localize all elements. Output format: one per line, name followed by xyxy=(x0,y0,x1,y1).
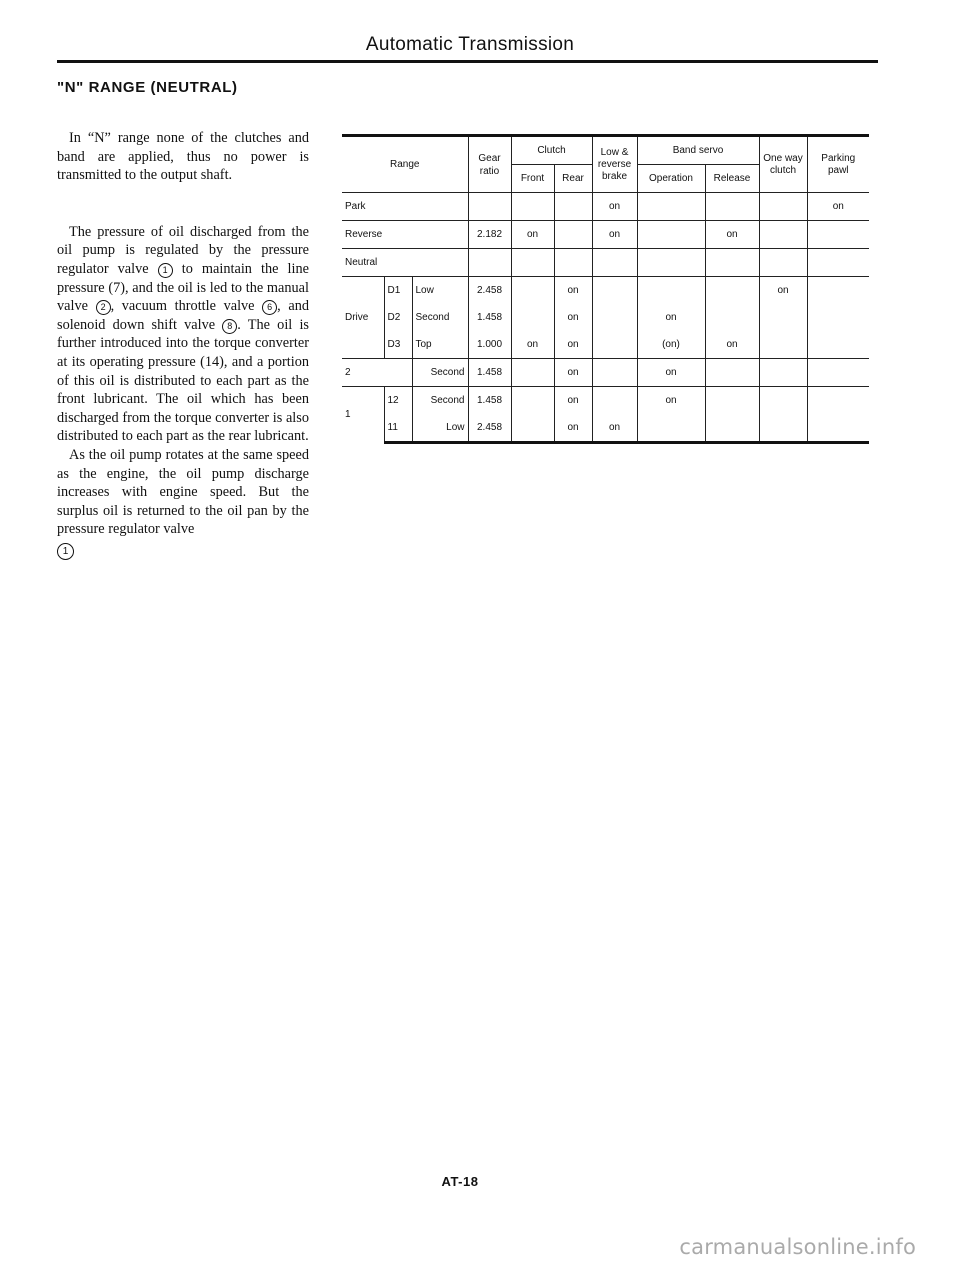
paragraph-2 xyxy=(57,223,309,446)
cell-release: on xyxy=(705,331,759,359)
cell-rear: on xyxy=(554,387,592,415)
cell-operation: on xyxy=(637,359,705,387)
paragraph-3 xyxy=(57,446,309,539)
header-range: Range xyxy=(342,136,468,193)
cell-low-rev: on xyxy=(592,414,637,443)
watermark: carmanualsonline.info xyxy=(679,1235,916,1259)
cell-range-drive: Drive xyxy=(342,277,384,359)
cell-ratio: 1.458 xyxy=(468,359,511,387)
cell-gear: Low xyxy=(412,414,468,443)
cell-range: 2 xyxy=(342,359,412,387)
cell-ratio: 1.000 xyxy=(468,331,511,359)
table-row-reverse xyxy=(342,221,869,249)
circled-8-icon: 8 xyxy=(222,319,237,334)
body-text xyxy=(57,129,309,560)
cell-gear: Second xyxy=(412,304,468,331)
cell-front: on xyxy=(511,221,554,249)
table-row-11 xyxy=(342,414,869,443)
header-release: Release xyxy=(705,165,759,193)
page-number: AT-18 xyxy=(441,1174,479,1189)
cell-code: 12 xyxy=(384,387,412,415)
p3-text: As the oil pump rotates at the same speed as the engine, the oil pump discharge increases with engine speed. But the surplus oil is returned to the oil pan by the pressure regulator valve xyxy=(57,446,309,538)
header-front: Front xyxy=(511,165,554,193)
cell-range: Neutral xyxy=(342,249,468,277)
paragraph-1: In “N” range none of the clutches and band are applied, thus no power is transmitted to the output shaft. xyxy=(57,130,309,184)
table-row-neutral xyxy=(342,249,869,277)
cell-ratio: 2.458 xyxy=(468,414,511,443)
cell-gear: Top xyxy=(412,331,468,359)
header-rule xyxy=(57,60,878,63)
paragraph-3-end xyxy=(57,541,309,560)
cell-code: 11 xyxy=(384,414,412,443)
table-row-park xyxy=(342,193,869,221)
circled-6-icon: 6 xyxy=(262,300,277,315)
header-gear-ratio: Gear ratio xyxy=(468,136,511,193)
cell-rear: on xyxy=(554,359,592,387)
header-clutch: Clutch xyxy=(511,136,592,165)
cell-range: Reverse xyxy=(342,221,468,249)
header-parking-pawl: Parking pawl xyxy=(807,136,869,193)
cell-ratio: 2.458 xyxy=(468,277,511,305)
circled-1-icon: 1 xyxy=(158,263,173,278)
cell-range-1: 1 xyxy=(342,387,384,443)
cell-code: D1 xyxy=(384,277,412,305)
header-band-servo: Band servo xyxy=(637,136,759,165)
table-row-d1 xyxy=(342,277,869,305)
cell-low-rev: on xyxy=(592,221,637,249)
cell-range: Park xyxy=(342,193,468,221)
p2-part-b: to maintain the line pressure (7), and the oil is led to the manual valve xyxy=(57,260,309,315)
p2-part-d: , and solenoid down shift valve xyxy=(57,298,309,333)
section-heading: "N" RANGE (NEUTRAL) xyxy=(57,79,238,96)
header-one-way-clutch: One way clutch xyxy=(759,136,807,193)
table-row-2 xyxy=(342,359,869,387)
cell-gear: Low xyxy=(412,277,468,305)
range-table xyxy=(342,134,869,444)
cell-front: on xyxy=(511,331,554,359)
cell-parking: on xyxy=(807,193,869,221)
cell-release: on xyxy=(705,221,759,249)
header-rear: Rear xyxy=(554,165,592,193)
cell-gear: Second xyxy=(412,359,468,387)
cell-oneway: on xyxy=(759,277,807,305)
cell-ratio: 2.182 xyxy=(468,221,511,249)
cell-ratio: 1.458 xyxy=(468,304,511,331)
cell-operation: on xyxy=(637,387,705,415)
cell-code: D2 xyxy=(384,304,412,331)
cell-code: D3 xyxy=(384,331,412,359)
header-operation: Operation xyxy=(637,165,705,193)
p2-part-c: , vacuum throttle valve xyxy=(110,298,263,315)
circled-1-icon: 1 xyxy=(57,543,74,560)
cell-operation: on xyxy=(637,304,705,331)
cell-ratio: 1.458 xyxy=(468,387,511,415)
cell-operation: (on) xyxy=(637,331,705,359)
cell-rear: on xyxy=(554,331,592,359)
cell-rear: on xyxy=(554,414,592,443)
header-low-reverse-brake: Low & reverse brake xyxy=(592,136,637,193)
cell-low-rev: on xyxy=(592,193,637,221)
circled-2-icon: 2 xyxy=(96,300,111,315)
p2-part-e: . The oil is further introduced into the torque converter at its operating pressure (14), and a portion of this oil is distributed to each part as the front lubricant. The oil which has been discharged from the torque converter is also distributed to each part as the rear lubricant. xyxy=(57,316,309,445)
p2-part-a: The pressure of oil discharged from the oil pump is regulated by the pressure regulator valve xyxy=(57,223,309,277)
cell-rear: on xyxy=(554,304,592,331)
cell-gear: Second xyxy=(412,387,468,415)
table-row-d2 xyxy=(342,304,869,331)
table-row-d3 xyxy=(342,331,869,359)
cell-rear: on xyxy=(554,277,592,305)
table-row-12 xyxy=(342,387,869,415)
page-header-title: Automatic Transmission xyxy=(365,34,575,55)
